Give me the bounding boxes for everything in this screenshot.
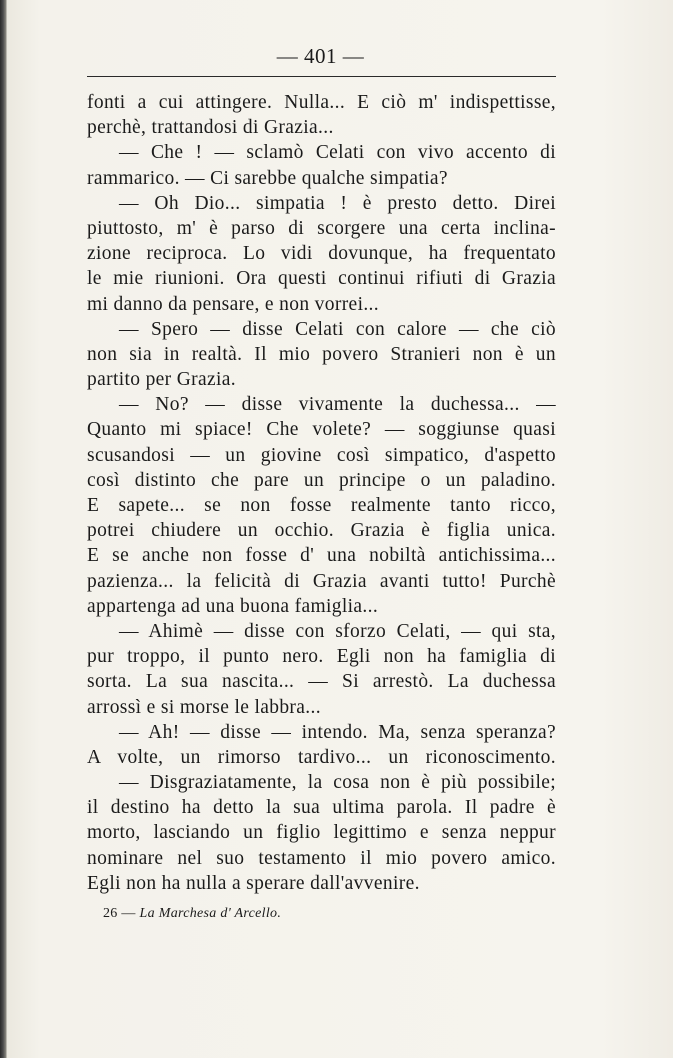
text-line: rammarico. — Ci sarebbe qualche simpatia?: [87, 167, 448, 189]
signature-footer: [103, 906, 281, 922]
body-text: [87, 90, 556, 896]
text-line: arrossì e si morse le labbra...: [87, 696, 321, 718]
text-line: nominare nel suo testamento il mio povero amico.: [87, 847, 556, 869]
text-line: pazienza... la felicità di Grazia avanti tutto! Purchè: [87, 570, 556, 592]
signature-title: La Marchesa d' Arcello.: [139, 906, 282, 921]
text-line: A volte, un rimorso tardivo... un riconoscimento.: [87, 746, 556, 768]
text-line: potrei chiudere un occhio. Grazia è figlia unica.: [87, 520, 556, 542]
text-line: il destino ha detto la sua ultima parola. Il padre è: [87, 797, 556, 819]
text-line: le mie riunioni. Ora questi continui rifiuti di Grazia: [87, 268, 556, 290]
text-line: perchè, trattandosi di Grazia...: [87, 117, 334, 139]
signature-number: 26: [103, 906, 118, 921]
signature-dash: —: [121, 906, 136, 921]
text-line: — Ahimè — disse con sforzo Celati, — qui sta,: [119, 620, 556, 642]
text-line: — No? — disse vivamente la duchessa... —: [119, 394, 556, 416]
text-line: fonti a cui attingere. Nulla... E ciò m' indispettisse,: [87, 92, 556, 113]
text-line: così distinto che pare un principe o un paladino.: [87, 469, 556, 491]
text-line: scusandosi — un giovine così simpatico, d'aspetto: [87, 444, 556, 466]
header-rule: [87, 76, 556, 77]
text-line: Quanto mi spiace! Che volete? — soggiunse quasi: [87, 419, 556, 441]
text-line: — Che ! — sclamò Celati con vivo accento di: [119, 142, 556, 164]
page-binding-edge: [0, 0, 7, 1058]
text-line: appartenga ad una buona famiglia...: [87, 595, 379, 617]
page-number: — 401 —: [276, 44, 365, 68]
text-line: E se anche non fosse d' una nobiltà antichissima...: [87, 545, 556, 567]
text-line: piuttosto, m' è parso di scorgere una certa inclina-: [87, 217, 556, 239]
text-line: sorta. La sua nascita... — Si arrestò. La duchessa: [87, 671, 556, 693]
text-line: non sia in realtà. Il mio povero Stranieri non è un: [87, 343, 556, 365]
text-line: — Disgraziatamente, la cosa non è più possibile;: [119, 772, 556, 794]
text-line: Egli non ha nulla a sperare dall'avvenire.: [87, 872, 420, 894]
text-line: — Oh Dio... simpatia ! è presto detto. Direi: [119, 192, 556, 214]
text-line: mi danno da pensare, e non vorrei...: [87, 293, 380, 315]
text-line: morto, lasciando un figlio legittimo e senza neppur: [87, 822, 556, 844]
text-line: — Spero — disse Celati con calore — che ciò: [119, 318, 556, 340]
text-line: — Ah! — disse — intendo. Ma, senza speranza?: [119, 721, 556, 743]
text-line: pur troppo, il punto nero. Egli non ha famiglia di: [87, 646, 556, 668]
text-line: E sapete... se non fosse realmente tanto ricco,: [87, 495, 556, 516]
text-line: zione reciproca. Lo vidi dovunque, ha frequentato: [87, 243, 556, 265]
text-line: partito per Grazia.: [87, 369, 237, 391]
